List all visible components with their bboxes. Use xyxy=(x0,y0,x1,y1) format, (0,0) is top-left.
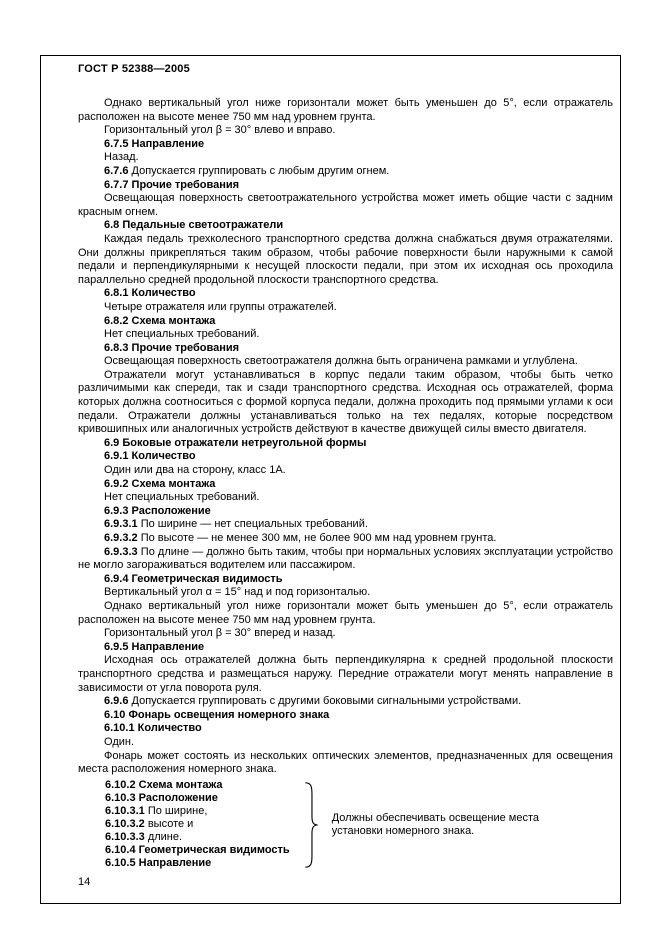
clause-title: Схема монтажа xyxy=(138,778,223,791)
clause-text: высоте и xyxy=(147,817,194,830)
clause-heading xyxy=(78,722,613,736)
clause-heading xyxy=(78,287,613,301)
clause-number: 6.9.4 xyxy=(104,572,129,585)
clause-text: Допускается группировать с любым другим огнем. xyxy=(131,164,390,177)
clause-item xyxy=(78,532,613,546)
paragraph: Освещающая поверхность светоотражателя должна быть ограничена рамками и углублена. xyxy=(104,355,578,368)
clause-number: 6.8.1 xyxy=(104,287,129,300)
paragraph: Однако вертикальный угол ниже горизонтали может быть уменьшен до 5°, если отражатель расположен на высоте менее 750 мм над уровнем грунта. xyxy=(78,599,613,626)
clause-number: 6.8 xyxy=(104,219,120,232)
clause-number: 6.10.1 xyxy=(104,722,135,735)
paragraph: Освещающая поверхность светоотражательного устройства может иметь общие части с задним красным огнем. xyxy=(78,192,613,218)
clause-title: Прочие требования xyxy=(131,178,240,191)
paragraph: Каждая педаль трехколесного транспортного средства должна снабжаться двумя отражателями. Они должны прикрепляться таким образом, чтобы рабочие поверхности были наружными к самой педали и перпендикулярными к несущей плоскости педали, при этом их исходная ось проходила параллельно средней продольной плоскости транспортного средства. xyxy=(78,232,613,286)
clause-number: 6.7.6 xyxy=(104,164,129,177)
clause-number: 6.8.3 xyxy=(104,341,129,354)
paragraph: Четыре отражателя или группы отражателей. xyxy=(104,300,337,313)
clause-heading xyxy=(105,779,290,792)
clause-title: Схема монтажа xyxy=(131,314,216,327)
clause-heading xyxy=(78,342,613,356)
clause-heading xyxy=(78,573,613,587)
curly-brace-icon xyxy=(304,779,319,871)
clause-title: Количество xyxy=(131,287,196,300)
clause-number: 6.9.1 xyxy=(104,450,129,463)
clause-title: Геометрическая видимость xyxy=(138,843,290,856)
paragraph: Горизонтальный угол β = 30° влево и вправо. xyxy=(104,124,336,137)
clause-number: 6.10.5 xyxy=(105,856,136,869)
clause-title: Количество xyxy=(131,450,196,463)
clause-number: 6.7.7 xyxy=(104,178,129,191)
clause-item xyxy=(105,831,290,844)
paragraph: Один или два на сторону, класс 1А. xyxy=(104,464,286,477)
clause-item xyxy=(105,818,290,831)
clause-heading xyxy=(78,709,613,723)
clause-title: Педальные светоотражатели xyxy=(122,219,284,232)
clause-item xyxy=(78,546,613,573)
paragraph: Нет специальных требований. xyxy=(104,491,260,504)
clause-number: 6.9.3 xyxy=(104,504,129,517)
clause-heading xyxy=(78,437,613,451)
clause-title: Схема монтажа xyxy=(131,477,216,490)
paragraph: Отражатели могут устанавливаться в корпус педали таким образом, чтобы быть четко различимыми как спереди, так и сзади транспортного средства. Исходная ось отражателей, форма которых должна соотноситься с формой корпуса педали, должна проходить под прямыми углами к оси педали. Отражатели должны устанавливаться только на тех педалях, которые посредством кривошипных или аналогичных устройств действуют в качестве движущей силы вместо двигателя. xyxy=(78,368,613,436)
paragraph: Назад. xyxy=(104,151,139,164)
document-header: ГОСТ Р 52388—2005 xyxy=(78,63,190,75)
bracket-block xyxy=(105,779,613,871)
clause-number: 6.9.3.2 xyxy=(104,532,138,544)
clause-heading xyxy=(78,179,613,193)
clause-heading xyxy=(105,844,290,857)
clause-number: 6.9.3.3 xyxy=(104,545,138,558)
clause-heading xyxy=(78,315,613,329)
clause-title: Расположение xyxy=(131,504,211,517)
clause-title: Направление xyxy=(138,856,212,869)
clause-item xyxy=(78,518,613,532)
clause-text: длине. xyxy=(147,830,183,843)
clause-item xyxy=(78,165,613,179)
clause-item xyxy=(78,695,613,709)
clause-number: 6.9.3.1 xyxy=(104,518,138,531)
clause-number: 6.8.2 xyxy=(104,314,129,327)
clause-title: Фонарь освещения номерного знака xyxy=(128,708,330,721)
paragraph: Фонарь может состоять из нескольких оптических элементов, предназначенных для освещения места расположения номерного знака. xyxy=(78,749,613,776)
page-number: 14 xyxy=(78,876,91,888)
clause-number: 6.9.5 xyxy=(104,640,129,653)
clause-number: 6.9 xyxy=(104,436,120,449)
clause-heading xyxy=(78,641,613,655)
clause-heading xyxy=(78,450,613,464)
clause-heading xyxy=(105,792,290,805)
clause-text: По ширине — нет специальных требований. xyxy=(140,518,368,531)
clause-number: 6.10 xyxy=(104,708,126,721)
clause-number: 6.9.2 xyxy=(104,477,129,490)
clause-title: Боковые отражатели нетреугольной формы xyxy=(122,436,367,449)
clause-number: 6.7.5 xyxy=(104,137,129,150)
paragraph: Исходная ось отражателей должна быть перпендикулярна к средней продольной плоскости транспортного средства и размещаться наружу. Передние отражатели могут менять направление в зависимости от угла поворота руля. xyxy=(78,654,613,694)
clause-text: По длине — должно быть таким, чтобы при нормальных условиях эксплуатации устройство не могло загораживаться водителем или пассажиром. xyxy=(78,545,614,572)
clause-number: 6.10.2 xyxy=(105,778,136,791)
paragraph: Горизонтальный угол β = 30° вперед и назад. xyxy=(104,627,336,640)
clause-number: 6.9.6 xyxy=(104,695,129,708)
clause-text: По ширине, xyxy=(147,804,208,817)
paragraph: Один. xyxy=(104,735,135,748)
clause-title: Прочие требования xyxy=(131,341,240,354)
clause-number: 6.10.3 xyxy=(105,791,136,804)
clause-item xyxy=(105,805,290,818)
clause-text: Допускается группировать с другими боковыми сигнальными устройствами. xyxy=(131,695,522,708)
page-frame xyxy=(40,55,621,904)
clause-title: Количество xyxy=(137,722,202,735)
clause-heading xyxy=(78,505,613,519)
clause-title: Расположение xyxy=(138,791,218,804)
clause-title: Геометрическая видимость xyxy=(131,572,283,585)
clause-heading xyxy=(78,138,613,152)
clause-title: Направление xyxy=(131,137,205,150)
clause-number: 6.10.3.3 xyxy=(105,830,145,843)
bracket-block-items xyxy=(105,779,290,871)
clause-text: По высоте — не менее 300 мм, не более 900 мм над уровнем грунта. xyxy=(140,532,497,544)
clause-number: 6.10.4 xyxy=(105,843,136,856)
document-body xyxy=(78,97,613,871)
paragraph: Нет специальных требований. xyxy=(104,328,260,341)
clause-heading xyxy=(78,219,613,233)
clause-number: 6.10.3.1 xyxy=(105,804,145,817)
clause-heading xyxy=(78,478,613,492)
bracket-note: Должны обеспечивать освещение места установки номерного знака. xyxy=(331,811,539,837)
paragraph: Однако вертикальный угол ниже горизонтали может быть уменьшен до 5°, если отражатель расположен на высоте менее 750 мм над уровнем грунта. xyxy=(78,97,613,123)
clause-heading xyxy=(105,857,290,870)
clause-title: Направление xyxy=(131,640,205,653)
clause-number: 6.10.3.2 xyxy=(105,817,145,830)
paragraph: Вертикальный угол α = 15° над и под горизонталью. xyxy=(104,586,371,599)
